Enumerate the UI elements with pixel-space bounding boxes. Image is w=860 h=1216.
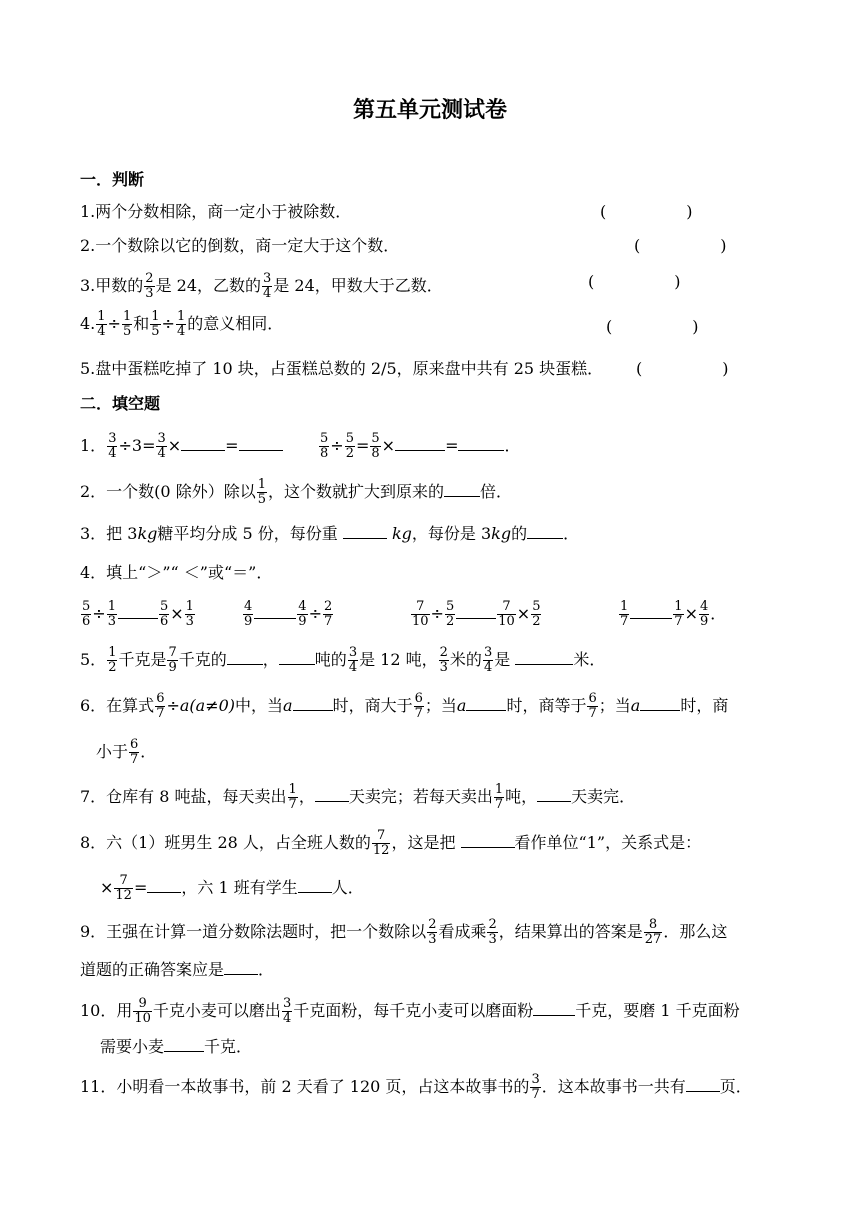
fraction-nine-tenths: $\frac{9}{10}$ [134, 996, 151, 1026]
fraction-one-seventh-b: $\frac{1}{7}$ [494, 782, 504, 812]
fraction-one-half: $\frac{1}{2}$ [108, 645, 117, 675]
q10-text-a: 10．用 [80, 1001, 133, 1020]
fill-question-6-cont [96, 738, 156, 767]
answer-blank[interactable] [227, 650, 263, 665]
q4-text: 的意义相同． [187, 314, 284, 333]
fraction-seven-ninths: $\frac{7}{9}$ [168, 645, 177, 675]
q9-text-c: ，结果算出的答案是 [498, 922, 643, 941]
compare-item-2 [242, 600, 334, 629]
fraction-five-halves-b: $\frac{5}{2}$ [532, 599, 541, 629]
q9-text-b: 看成乘 [438, 922, 487, 941]
fraction-one-fourth-b: $\frac{1}{4}$ [176, 309, 186, 339]
fill-question-8 [80, 829, 701, 858]
times-sign: × [100, 878, 114, 897]
compare-item-3 [410, 600, 542, 629]
q8-text-b: ，这是把 [391, 833, 461, 852]
fill-question-1b [318, 432, 520, 461]
q3-text-a: 3．把 3 [80, 524, 138, 543]
fraction-two-thirds-b: $\frac{2}{3}$ [488, 917, 497, 947]
times-sign: × [167, 436, 182, 455]
fraction-one-third-b: $\frac{1}{3}$ [185, 599, 194, 629]
fill-question-3 [80, 524, 579, 544]
fraction-four-ninths-b: $\frac{4}{9}$ [298, 599, 307, 629]
q5-text-g: 米的 [449, 650, 482, 669]
q8-text-e: 人． [331, 878, 364, 897]
q11-text-b: ．这本故事书一共有 [541, 1077, 686, 1096]
answer-blank[interactable] [239, 436, 283, 451]
fraction-one-fifth-b: $\frac{1}{5}$ [151, 309, 160, 339]
judge-question-5: 5.盘中蛋糕吃掉了 10 块，占蛋糕总数的 2/5，原来盘中共有 25 块蛋糕． [80, 359, 604, 378]
times-sign: × [684, 604, 698, 623]
fraction-four-ninths: $\frac{4}{9}$ [244, 599, 253, 629]
answer-blank[interactable] [537, 787, 571, 802]
q6-text-a: 6．在算式 [80, 696, 155, 715]
fill-question-4: 4．填上“＞”“ ＜”或“＝”． [80, 563, 273, 582]
fraction-two-thirds: $\frac{2}{3}$ [145, 271, 154, 301]
q2-text-a: 2．一个数(0 除外）除以 [80, 482, 256, 501]
fraction-five-sixths-b: $\frac{5}{6}$ [159, 599, 169, 629]
answer-blank[interactable] [395, 436, 445, 451]
divide-sign: ÷ [118, 436, 132, 455]
divide-sign: ÷ [92, 604, 106, 623]
answer-blank[interactable] [147, 878, 181, 893]
q9-text-e: 道题的正确答案应是 [80, 960, 225, 979]
answer-blank[interactable] [164, 1037, 204, 1052]
period: ． [504, 436, 521, 455]
fraction-one-seventh-b: $\frac{1}{7}$ [674, 599, 683, 629]
q3-text-c: ，每份是 3 [411, 524, 492, 543]
fraction-one-seventh: $\frac{1}{7}$ [620, 599, 629, 629]
times-sign: × [516, 604, 531, 623]
judge-question-2: 2.一个数除以它的倒数，商一定大于这个数． [80, 236, 400, 255]
q7-text-e: 天卖完． [571, 787, 636, 806]
q6-text-f: ；当 [598, 696, 631, 715]
fraction-one-fifth: $\frac{1}{5}$ [122, 309, 132, 339]
fill-question-10 [80, 997, 740, 1026]
q5-text-i: 米． [573, 650, 606, 669]
fraction-seven-tenths: $\frac{7}{10}$ [412, 599, 429, 629]
judge-question-4 [80, 310, 283, 339]
period: ． [710, 604, 727, 623]
section-heading-fill: 二．填空题 [80, 394, 161, 413]
judge-answer-paren-4[interactable]: ( ) [606, 317, 699, 336]
q6-text-c: 时，商大于 [332, 696, 413, 715]
page-title: 第五单元测试卷 [352, 98, 507, 123]
fraction-two-thirds: $\frac{2}{3}$ [428, 917, 437, 947]
unit-kg: kg [391, 524, 412, 543]
fraction-two-sevenths: $\frac{2}{7}$ [323, 599, 333, 629]
q9-text-d: ．那么这 [663, 922, 728, 941]
fill-question-2 [80, 478, 512, 507]
answer-blank[interactable] [444, 482, 480, 497]
times-sign: × [381, 436, 396, 455]
q6-text-e: 时，商等于 [506, 696, 587, 715]
fill-question-9 [80, 918, 727, 947]
q3-text-b: 糖平均分成 5 份，每份重 [157, 524, 343, 543]
fraction-six-sevenths: $\frac{6}{7}$ [156, 691, 165, 721]
q5-text-b: 千克是 [118, 650, 167, 669]
fraction-two-thirds: $\frac{2}{3}$ [439, 645, 448, 675]
times-sign: × [170, 604, 184, 623]
answer-blank[interactable] [640, 696, 680, 711]
section-heading-judge: 一．判断 [80, 170, 145, 189]
fraction-seven-twelfths-b: $\frac{7}{12}$ [115, 873, 132, 903]
compare-item-4 [618, 600, 726, 629]
q3-text-d: 的 [511, 524, 528, 543]
judge-answer-paren-5[interactable]: ( ) [636, 359, 729, 378]
fraction-four-ninths: $\frac{4}{9}$ [699, 599, 709, 629]
q5-text-c: 千克的 [178, 650, 227, 669]
fraction-three-sevenths: $\frac{3}{7}$ [531, 1072, 540, 1102]
divide-sign: ÷ [308, 604, 322, 623]
q5-text-d: ， [262, 650, 279, 669]
q10-text-c: 千克面粉，每千克小麦可以磨面粉 [293, 1001, 534, 1020]
answer-blank[interactable] [118, 604, 158, 619]
number-three: 3 [131, 436, 143, 455]
variable-a: a [283, 696, 293, 715]
q5-text-f: 是 12 吨， [359, 650, 438, 669]
q9-text-f: ． [258, 960, 275, 979]
answer-blank[interactable] [533, 1001, 575, 1016]
q6-text-g: 时，商 [680, 696, 729, 715]
condition-a-nonzero: (a≠0) [189, 696, 236, 715]
fraction-six-sevenths-d: $\frac{6}{7}$ [130, 737, 139, 767]
q1-number: 1． [80, 436, 107, 455]
fraction-eight-27: $\frac{8}{27}$ [644, 917, 662, 947]
fill-question-1 [80, 432, 283, 461]
fraction-five-eighths: $\frac{5}{8}$ [320, 431, 329, 461]
q9-text-a: 9．王强在计算一道分数除法题时，把一个数除以 [80, 922, 427, 941]
answer-blank[interactable] [461, 833, 515, 848]
q5-text-h: 是 [494, 650, 516, 669]
variable-a: a [179, 696, 190, 715]
fraction-seven-tenths-b: $\frac{7}{10}$ [498, 599, 515, 629]
answer-blank[interactable] [466, 696, 506, 711]
judge-answer-paren-2[interactable]: ( ) [634, 236, 727, 255]
fraction-six-sevenths-c: $\frac{6}{7}$ [588, 691, 597, 721]
equals-sign: = [133, 878, 148, 897]
judge-question-3 [80, 272, 443, 301]
q10-text-f: 千克． [204, 1037, 253, 1056]
fraction-six-sevenths-b: $\frac{6}{7}$ [414, 691, 423, 721]
equals-sign: = [225, 436, 239, 455]
fraction-five-halves: $\frac{5}{2}$ [445, 599, 455, 629]
answer-blank[interactable] [527, 524, 563, 539]
divide-sign: ÷ [166, 696, 180, 715]
judge-answer-paren-3[interactable]: ( ) [588, 272, 681, 291]
q5-text-e: 吨的 [314, 650, 347, 669]
q6-text-b: 中，当 [235, 696, 284, 715]
divide-sign: ÷ [430, 604, 444, 623]
fraction-three-fourths: $\frac{3}{4}$ [263, 271, 272, 301]
q2-text-c: 倍． [480, 482, 513, 501]
q6-text-h: 小于 [96, 742, 129, 761]
fraction-three-fourths: $\frac{3}{4}$ [108, 431, 117, 461]
q6-text-d: ；当 [424, 696, 457, 715]
q8-text-a: 8．六（1）班男生 28 人，占全班人数的 [80, 833, 371, 852]
fraction-one-fifth: $\frac{1}{5}$ [257, 477, 266, 507]
answer-blank[interactable] [293, 696, 333, 711]
compare-item-1 [80, 600, 196, 629]
divide-sign: ÷ [161, 314, 175, 333]
fraction-three-fourths-b: $\frac{3}{4}$ [483, 645, 493, 675]
fill-question-10-cont [100, 1037, 252, 1057]
equals-sign: = [445, 436, 459, 455]
fraction-three-fourths: $\frac{3}{4}$ [348, 645, 358, 675]
q7-text-c: 天卖完；若每天卖出 [348, 787, 493, 806]
fill-question-9-cont [80, 960, 274, 980]
q10-text-e: 需要小麦 [100, 1037, 165, 1056]
fill-question-7 [80, 783, 635, 812]
q4-number: 4. [80, 314, 96, 333]
q8-text-c: 看作单位“1”，关系式是： [514, 833, 702, 852]
fraction-one-third: $\frac{1}{3}$ [107, 599, 116, 629]
variable-a: a [630, 696, 641, 715]
fill-question-8-cont [100, 874, 364, 903]
unit-kg: kg [137, 524, 158, 543]
q10-text-d: 千克，要磨 1 千克面粉 [575, 1001, 740, 1020]
divide-sign: ÷ [330, 436, 344, 455]
q2-text-b: ，这个数就扩大到原来的 [267, 482, 444, 501]
fraction-three-fourths: $\frac{3}{4}$ [282, 996, 292, 1026]
fill-question-11 [80, 1073, 752, 1102]
fraction-one-fourth: $\frac{1}{4}$ [97, 309, 106, 339]
period: ． [140, 742, 157, 761]
answer-blank[interactable] [686, 1077, 720, 1092]
judge-question-1: 1.两个分数相除，商一定小于被除数． [80, 202, 352, 221]
q4-and: 和 [133, 314, 150, 333]
fill-question-6 [80, 692, 728, 721]
answer-blank[interactable] [515, 650, 573, 665]
q8-text-d: ，六 1 班有学生 [181, 878, 298, 897]
answer-blank[interactable] [315, 787, 349, 802]
answer-blank[interactable] [298, 878, 332, 893]
equals-sign: = [355, 436, 370, 455]
answer-blank[interactable] [254, 604, 296, 619]
q3-part-c: 是 24，甲数大于乙数． [273, 276, 443, 295]
q7-text-b: ， [298, 787, 315, 806]
q11-text-a: 11．小明看一本故事书，前 2 天看了 120 页，占这本故事书的 [80, 1077, 530, 1096]
answer-blank[interactable] [181, 436, 225, 451]
q11-text-c: 页． [719, 1077, 752, 1096]
q3-part-a: 3.甲数的 [80, 276, 144, 295]
answer-blank[interactable] [343, 524, 387, 539]
fill-question-5 [80, 646, 605, 675]
fraction-three-fourths-b: $\frac{3}{4}$ [157, 431, 166, 461]
fraction-five-sixths: $\frac{5}{6}$ [82, 599, 91, 629]
q3-text-e: ． [563, 524, 580, 543]
divide-sign: ÷ [107, 314, 121, 333]
fraction-one-seventh: $\frac{1}{7}$ [288, 782, 297, 812]
answer-blank[interactable] [224, 960, 258, 975]
fraction-five-halves: $\frac{5}{2}$ [345, 431, 354, 461]
equals-sign: = [142, 436, 156, 455]
fraction-seven-twelfths: $\frac{7}{12}$ [372, 828, 390, 858]
variable-a: a [456, 696, 467, 715]
q10-text-b: 千克小麦可以磨出 [152, 1001, 281, 1020]
q3-part-b: 是 24，乙数的 [155, 276, 262, 295]
answer-blank[interactable] [630, 604, 672, 619]
q5-number: 5． [80, 650, 107, 669]
answer-blank[interactable] [458, 436, 504, 451]
answer-blank[interactable] [456, 604, 496, 619]
q7-text-d: 吨， [505, 787, 538, 806]
fraction-five-eighths-b: $\frac{5}{8}$ [371, 431, 380, 461]
q7-text-a: 7．仓库有 8 吨盐，每天卖出 [80, 787, 287, 806]
answer-blank[interactable] [279, 650, 315, 665]
unit-kg: kg [491, 524, 512, 543]
judge-answer-paren-1[interactable]: ( ) [600, 202, 693, 221]
